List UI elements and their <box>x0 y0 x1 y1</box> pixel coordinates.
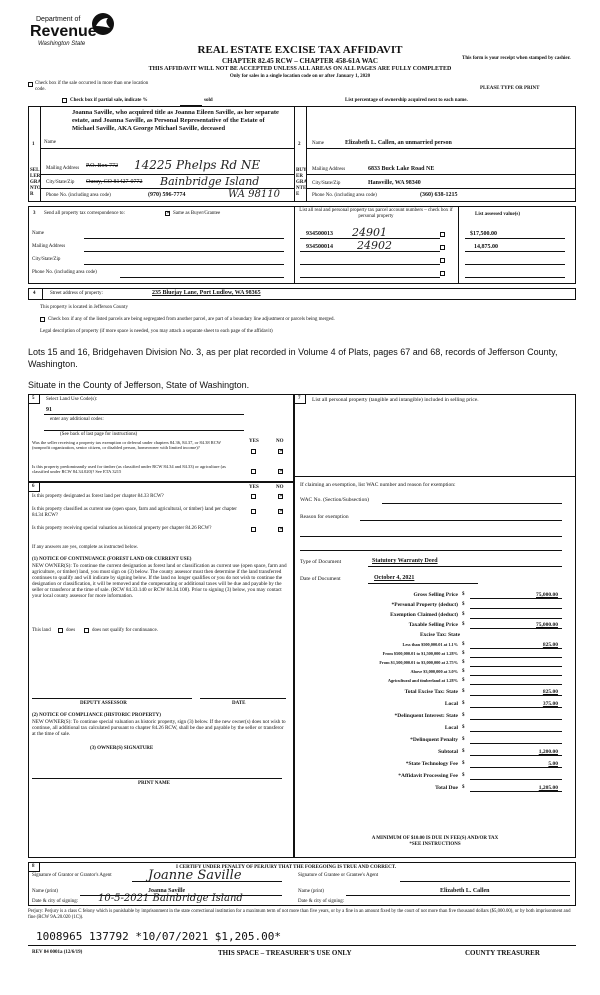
s6-q2: Is this property classified as current use (open space, farm and agricultural, or timber) land per chapter 84.34 RCW? <box>32 507 237 518</box>
dept-name: Revenue <box>30 23 97 40</box>
s6-no: NO <box>276 485 284 490</box>
receipt-note: This form is your receipt when stamped by cashier. <box>462 56 571 61</box>
s6-q1-no[interactable]: ✕ <box>279 494 284 499</box>
county-treasurer: COUNTY TREASURER <box>465 949 540 957</box>
form-chapter: CHAPTER 82.45 RCW – CHAPTER 458-61A WAC <box>222 57 378 65</box>
doc-date-value: October 4, 2021 <box>374 575 415 581</box>
certify-text: I CERTIFY UNDER PENALTY OF PERJURY THAT THE FOREGOING IS TRUE AND CORRECT. <box>176 865 397 870</box>
notice1-title: (1) NOTICE OF CONTINUANCE (FOREST LAND OR CURRENT USE) <box>32 557 192 562</box>
same-as-buyer-checkbox[interactable]: ✕ <box>166 211 171 216</box>
s5-q2-no[interactable]: ✕ <box>279 469 284 474</box>
s6-num: 6 <box>32 484 35 489</box>
tax-line-value: 825.00 <box>542 689 558 695</box>
tax-line-value: 5.00 <box>548 761 558 767</box>
parcel-1-hand: 24901 <box>352 226 387 239</box>
s8-num: 8 <box>32 864 35 869</box>
notice1-body: NEW OWNER(S): To continue the current designation as forest land or classification as current use (open space, farm and agriculture, or timber) land, you must sign on (3) below. The county assessor must then determine if the land transferred continues to qualify and will indicate by signing below. If the land no longer qualifies or you do not wish to continue the designation or classification, it will be removed and the compensating or additional taxes will be due and payable by the seller or transferor at the time of sale. (RCW 84.33.140 or RCW 84.34.108). Prior to signing (3) below, you may contact your local county assessor for more information. <box>32 563 287 599</box>
does-label: does <box>66 628 76 633</box>
seller-num: 1 <box>32 142 35 147</box>
s5-q1: Was the seller receiving a property tax exemption or deferral under chapters 84.36, 84.37, or 84.38 RCW (nonprofit organization, senior citizen, or disabled person, homeowner with limited income)? <box>32 440 221 450</box>
additional-codes: enter any additional codes: <box>50 417 104 422</box>
grantor-date-hand: 10-5-2021 Bainbridge Island <box>98 893 243 904</box>
tax-line-label: From $1,500,000.01 to $3,000,000 at 2.75% <box>379 660 458 665</box>
partial-sale-label: Check box if partial sale, indicate % <box>70 98 148 103</box>
buyer-mailing-label: Mailing Address <box>312 167 346 172</box>
grantor-name-label: Name (print) <box>32 889 58 894</box>
s5-q1-yes[interactable] <box>251 449 256 454</box>
parcel-2-value: 14,875.00 <box>474 244 498 250</box>
tax-line-dollar: $ <box>462 689 465 694</box>
grantor-sig-hand: Joanne Saville <box>148 868 242 883</box>
seller-phone-value: (970) 596-7774 <box>148 192 186 198</box>
section6-box <box>28 482 294 858</box>
seller-name-value: Joanna Saville, who acquired title as Joanna Eileen Saville, as her separate estate, and Joanna Saville, as Personal Representative of the Estate of Michael Saville, AKA George Michael Saville, deceased <box>72 109 279 132</box>
seller-city-label: City/State/Zip <box>46 180 75 185</box>
parcel-3-personal-checkbox[interactable] <box>440 258 445 263</box>
tax-line-label: Above $3,000,000 at 3.0% <box>410 669 458 674</box>
tax-line-dollar: $ <box>462 612 465 617</box>
s6-q3-yes[interactable] <box>251 527 256 532</box>
situate-text: Situate in the County of Jefferson, State of Washington. <box>28 380 250 390</box>
s5-q2: Is this property predominantly used for timber (as classified under RCW 84.34 and 84.33) or agriculture (as classified under RCW 84.34.020)? See ETA 3215 <box>32 464 226 474</box>
s6-q2-no[interactable]: ✕ <box>279 509 284 514</box>
sales-note: Only for sales in a single location code on or after January 1, 2020 <box>229 74 371 79</box>
please-type: PLEASE TYPE OR PRINT <box>480 86 540 91</box>
s5-q2-yes[interactable] <box>251 469 256 474</box>
tax-line-value: 825.00 <box>542 642 558 648</box>
tax-line-dollar: $ <box>462 737 465 742</box>
owner-signature: (3) OWNER(S) SIGNATURE <box>90 746 154 751</box>
perjury-text: Perjury: Perjury is a class C felony which is punishable by imprisonment in the state correctional institution for a maximum term of not more than five years, or by a fine in an amount fixed by the court of not more than five thousand dollars ($5,000.00), or by both imprisonment and fine (RCW 9A.20.020 (1C)). <box>28 909 571 920</box>
form-warning: THIS AFFIDAVIT WILL NOT BE ACCEPTED UNLESS ALL AREAS ON ALL PAGES ARE FULLY COMPLETED <box>148 66 452 72</box>
tax-line-dollar: $ <box>462 669 465 674</box>
s6-q2-yes[interactable] <box>251 509 256 514</box>
minimum-note: A MINIMUM OF $10.00 IS DUE IN FEE(S) AND/OR TAX <box>371 836 499 841</box>
s6-if-yes: If any answers are yes, complete as instructed below. <box>32 545 139 550</box>
print-name: PRINT NAME <box>138 781 170 786</box>
tax-line-label: Agricultural and timberland at 1.28% <box>387 678 458 683</box>
tax-line-dollar: $ <box>462 660 465 665</box>
buyer-phone-value: (360) 638-1215 <box>420 192 458 198</box>
tax-line-label: *State Technology Fee <box>405 761 458 767</box>
wac-no-label: WAC No. (Section/Subsection) <box>300 497 369 503</box>
s6-q3: Is this property receiving special valuation as historical property per chapter 84.26 RCW? <box>32 526 212 531</box>
legal-text: Lots 15 and 16, Bridgehaven Division No. 3, as per plat recorded in Volume 4 of Plats, pages 67 and 68, records of Jefferson County, Washington. <box>28 347 558 369</box>
tax-line-dollar: $ <box>462 651 465 656</box>
seller-name-label: Name <box>44 140 56 145</box>
land-use-label: Select Land Use Code(s): <box>46 397 98 402</box>
grantor-date-label: Date & city of signing: <box>32 899 79 904</box>
s5-no: NO <box>276 439 284 444</box>
street-box <box>28 288 576 300</box>
doc-type-value: Statutory Warranty Deed <box>372 558 438 564</box>
deputy-date: DATE <box>232 701 246 706</box>
excise-state-label: Excise Tax: State <box>420 632 461 638</box>
tax-line-dollar: $ <box>462 701 465 706</box>
tax-line-label: Less than $500,000.01 at 1.1% <box>402 642 458 647</box>
parcel-1-number: 934500013 <box>306 231 333 237</box>
tax-line-dollar: $ <box>462 713 465 718</box>
buyer-name-label: Name <box>312 141 324 146</box>
parcel-2-hand: 24902 <box>357 239 392 252</box>
buyer-side-label: BUYER GRANTEE <box>296 168 308 197</box>
location-note: Check box if the sale occurred in more than one location code. <box>35 81 149 92</box>
tax-line-dollar: $ <box>462 773 465 778</box>
parcel-2-personal-checkbox[interactable] <box>440 245 445 250</box>
seller-mailing-label: Mailing Address <box>46 166 80 171</box>
see-back: (See back of last page for instructions) <box>60 432 138 437</box>
dept-small: Department of <box>36 16 81 23</box>
tax-line-dollar: $ <box>462 785 465 790</box>
tax-line-dollar: $ <box>462 622 465 627</box>
location-checkbox[interactable] <box>28 82 33 87</box>
notice2-title: (2) NOTICE OF COMPLIANCE (HISTORIC PROPERTY) <box>32 713 161 718</box>
doc-date-label: Date of Document <box>300 576 341 582</box>
tax-line-label: *Personal Property (deduct) <box>391 602 458 608</box>
parcel-2-number: 934500014 <box>306 244 333 250</box>
s6-q1: Is this property designated as forest land per chapter 84.33 RCW? <box>32 494 164 499</box>
seller-side-label: SELLER GRANTOR <box>30 168 42 197</box>
land-use-value: 91 <box>46 407 52 413</box>
tax-line-value: 75,000.00 <box>536 622 558 628</box>
grantee-name-label: Name (print) <box>298 889 324 894</box>
s6-q3-no[interactable]: ✕ <box>279 527 284 532</box>
corr-mailing-label: Mailing Address <box>32 244 66 249</box>
s5-yes: YES <box>249 439 259 444</box>
tax-line-dollar: $ <box>462 725 465 730</box>
does-not-label: does not qualify for continuance. <box>92 628 158 633</box>
tax-line-value: 1,200.00 <box>538 749 558 755</box>
partial-sale-checkbox[interactable] <box>62 98 67 103</box>
street-num: 4 <box>33 291 36 296</box>
tax-line-label: Exemption Claimed (deduct) <box>390 612 458 618</box>
form-title: REAL ESTATE EXCISE TAX AFFIDAVIT <box>197 44 403 56</box>
buyer-phone-label: Phone No. (including area code) <box>312 193 377 198</box>
tax-line-dollar: $ <box>462 678 465 683</box>
grantor-sig-label: Signature of Grantor or Grantor's Agent <box>32 873 112 878</box>
seller-mailing-hand: 14225 Phelps Rd NE <box>134 158 261 172</box>
wac-claim: If claiming an exemption, list WAC number and reason for exemption: <box>300 482 456 488</box>
assessed-header: List assessed value(s) <box>475 212 521 217</box>
reason-label: Reason for exemption <box>300 514 349 520</box>
tax-line-dollar: $ <box>462 592 465 597</box>
tax-line-label: Total Due <box>435 785 458 791</box>
grantor-name-value: Joanna Saville <box>148 888 186 894</box>
corr-num: 3 <box>33 211 36 216</box>
buyer-city-label: City/State/Zip <box>312 181 341 186</box>
parcel-1-value: $17,500.00 <box>470 231 497 237</box>
segregation-checkbox[interactable] <box>40 317 45 322</box>
seller-city-struck: Ouray, CO 81427-0772 <box>86 179 143 185</box>
notice2-body: NEW OWNER(S): To continue special valuation as historic property, sign (3) below. If the new owner(s) does not wish to continue, all additional tax calculated pursuant to chapter 84.26 RCW, shall be due and payable by the seller or transferor at the time of sale. <box>32 719 286 737</box>
tax-line-label: Gross Selling Price <box>413 592 458 598</box>
does-checkbox[interactable] <box>58 628 63 633</box>
treasurer-space: THIS SPACE – TREASURER'S USE ONLY <box>218 949 352 957</box>
doc-type-label: Type of Document <box>300 559 342 565</box>
tax-line-label: Subtotal <box>438 749 458 755</box>
s7-label: List all personal property (tangible and intangible) included in selling price. <box>312 397 479 403</box>
s6-q1-yes[interactable] <box>251 494 256 499</box>
s5-q1-no[interactable]: ✕ <box>279 449 284 454</box>
parcel-1-personal-checkbox[interactable] <box>440 232 445 237</box>
buyer-city-value: Hansville, WA 98340 <box>368 180 421 186</box>
parcel-4-personal-checkbox[interactable] <box>440 271 445 276</box>
corr-label: Send all property tax correspondence to: <box>44 211 125 216</box>
tax-line-label: Taxable Selling Price <box>408 622 458 628</box>
s6-yes: YES <box>249 485 259 490</box>
form-revision: REV 84 0001a (12/6/19) <box>32 950 83 955</box>
segregation-text: Check box if any of the listed parcels are being segregated from another parcel, are part of a boundary line adjustment or parcels being merged. <box>48 317 335 322</box>
tax-line-value: 1,205.00 <box>538 785 558 791</box>
buyer-num: 2 <box>298 142 301 147</box>
grantee-name-value: Elizabeth L. Callen <box>440 888 490 894</box>
seller-phone-label: Phone No. (including area code) <box>46 193 111 198</box>
dept-state: Washington State <box>38 41 86 47</box>
street-value: 235 Bluejay Lane, Port Ludlow, WA 98365 <box>152 290 261 296</box>
buyer-mailing-value: 6833 Buck Lake Road NE <box>368 166 435 172</box>
seller-mailing-struck: P.O. Box 772 <box>86 163 119 169</box>
recording-stamp: 1008965 137792 *10/07/2021 $1,205.00* <box>36 930 282 943</box>
s7-num: 7 <box>298 396 301 401</box>
same-as-buyer-label: Same as Buyer/Grantee <box>173 211 221 216</box>
street-label: Street address of property: <box>50 291 103 296</box>
tax-line-dollar: $ <box>462 642 465 647</box>
buyer-name-value: Elizabeth L. Callen, an unmarried person <box>345 140 452 146</box>
seller-phone-hand: WA 98110 <box>228 189 280 200</box>
tax-line-dollar: $ <box>462 749 465 754</box>
tax-line-label: From $500,000.01 to $1,500,000 at 1.28% <box>382 651 458 656</box>
see-instructions: *SEE INSTRUCTIONS <box>409 842 461 847</box>
grantee-sig-label: Signature of Grantee or Grantee's Agent <box>298 873 379 878</box>
does-not-checkbox[interactable] <box>84 628 89 633</box>
tax-line-value: 75,000.00 <box>536 592 558 598</box>
sold-label: sold <box>204 98 213 103</box>
corr-city-label: City/State/Zip <box>32 257 61 262</box>
tax-line-label: Total Excise Tax: State <box>404 689 458 695</box>
this-land: This land <box>32 628 51 633</box>
ownership-note: List percentage of ownership acquired next to each name. <box>345 98 468 103</box>
corr-name-label: Name <box>32 231 44 236</box>
tax-line-label: *Delinquent Interest: State <box>394 713 458 719</box>
tax-line-label: *Affidavit Processing Fee <box>398 773 458 779</box>
s5-num: 5 <box>32 396 35 401</box>
deputy-assessor: DEPUTY ASSESSOR <box>80 701 127 706</box>
parcel-header: List all real and personal property tax parcel account numbers – check box if personal property <box>299 208 453 219</box>
tax-line-label: Local <box>444 725 458 731</box>
tax-line-value: 375.00 <box>542 701 558 707</box>
tax-line-dollar: $ <box>462 602 465 607</box>
tax-line-label: Local <box>444 701 458 707</box>
county-line: This property is located in Jefferson County <box>40 305 128 310</box>
corr-phone-label: Phone No. (including area code) <box>32 270 97 275</box>
legal-label: Legal description of property (if more space is needed, you may attach a separate sheet to each page of the affidavit) <box>40 329 273 334</box>
tax-line-label: *Delinquent Penalty <box>410 737 458 743</box>
seller-city-hand: Bainbridge Island <box>160 175 260 188</box>
grantee-date-label: Date & city of signing: <box>298 899 345 904</box>
dor-logo <box>30 10 120 50</box>
tax-line-dollar: $ <box>462 761 465 766</box>
